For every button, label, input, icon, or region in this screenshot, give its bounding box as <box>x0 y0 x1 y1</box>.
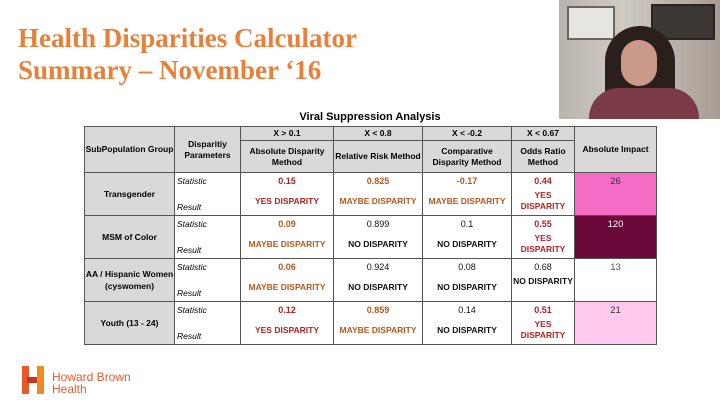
result-value: NO DISPARITY <box>437 282 497 292</box>
method-cell <box>334 302 423 345</box>
result-value: YES DISPARITY <box>520 190 566 211</box>
result-label: Result <box>177 331 202 341</box>
statistic-label: Statistic <box>177 219 207 229</box>
disparity-table <box>84 126 657 345</box>
statistic-label: Statistic <box>177 262 207 272</box>
header-threshold: X > 0.1 <box>241 127 334 141</box>
impact-cell <box>575 302 657 345</box>
logo-bar-right <box>37 366 44 394</box>
result-value: MAYBE DISPARITY <box>339 325 417 335</box>
result-label: Result <box>177 202 202 212</box>
table-row <box>85 173 657 216</box>
result-value: NO DISPARITY <box>348 239 408 249</box>
logo-text-line2: Health <box>52 382 87 396</box>
statistic-value: 0.924 <box>366 262 390 272</box>
header-subpopulation: SubPopulation Group <box>85 127 175 173</box>
parameter-cell <box>175 259 241 302</box>
result-value: NO DISPARITY <box>348 282 408 292</box>
logo-text-line1: Howard Brown <box>52 370 131 384</box>
result-value: YES DISPARITY <box>520 319 566 340</box>
result-value: NO DISPARITY <box>513 276 573 286</box>
method-cell <box>241 259 334 302</box>
group-cell: Transgender <box>85 173 175 216</box>
statistic-value: 0.55 <box>534 219 552 229</box>
method-cell <box>512 173 575 216</box>
header-method: Relative Risk Method <box>334 141 423 173</box>
header-threshold: X < 0.8 <box>334 127 423 141</box>
statistic-value: 0.68 <box>534 262 552 272</box>
impact-value: 13 <box>610 262 621 273</box>
header-threshold: X < -0.2 <box>423 127 512 141</box>
group-cell: AA / Hispanic Women (cyswomen) <box>85 259 175 302</box>
analysis-title: Viral Suppression Analysis <box>299 111 441 123</box>
group-cell: Youth (13 - 24) <box>85 302 175 345</box>
howard-brown-logo <box>22 366 182 396</box>
method-cell <box>334 259 423 302</box>
group-cell: MSM of Color <box>85 216 175 259</box>
slide-title-line2: Summary – November ‘16 <box>18 55 322 85</box>
method-cell <box>512 302 575 345</box>
parameter-cell <box>175 216 241 259</box>
statistic-value: 0.859 <box>366 305 390 315</box>
method-cell <box>423 302 512 345</box>
header-absolute-impact: Absolute Impact <box>575 127 657 173</box>
statistic-value: 0.51 <box>534 305 552 315</box>
statistic-label: Statistic <box>177 176 207 186</box>
impact-value: 26 <box>610 176 621 187</box>
statistic-value: 0.825 <box>366 176 390 186</box>
statistic-value: 0.12 <box>278 305 296 315</box>
method-cell <box>241 216 334 259</box>
result-value: YES DISPARITY <box>254 325 320 335</box>
hb-logo-icon <box>22 366 46 394</box>
logo-text <box>52 371 131 395</box>
result-value: MAYBE DISPARITY <box>248 282 326 292</box>
method-cell <box>423 216 512 259</box>
header-method: Comparative Disparity Method <box>423 141 512 173</box>
method-cell <box>512 259 575 302</box>
method-cell <box>512 216 575 259</box>
statistic-value: 0.15 <box>278 176 296 186</box>
header-parameters: Disparitiy Parameters <box>175 127 241 173</box>
header-threshold: X < 0.67 <box>512 127 575 141</box>
table-row <box>85 216 657 259</box>
table-row <box>85 259 657 302</box>
result-label: Result <box>177 288 202 298</box>
impact-value: 21 <box>610 305 621 316</box>
method-cell <box>423 259 512 302</box>
result-label: Result <box>177 245 202 255</box>
statistic-value: 0.1 <box>460 219 474 229</box>
method-cell <box>334 173 423 216</box>
result-value: MAYBE DISPARITY <box>339 196 417 206</box>
parameter-cell <box>175 302 241 345</box>
result-value: NO DISPARITY <box>437 239 497 249</box>
statistic-value: 0.06 <box>278 262 296 272</box>
statistic-value: 0.09 <box>278 219 296 229</box>
header-method: Absolute Disparity Method <box>241 141 334 173</box>
method-cell <box>241 173 334 216</box>
statistic-label: Statistic <box>177 305 207 315</box>
impact-cell <box>575 216 657 259</box>
impact-value: 120 <box>607 219 624 230</box>
slide-title-line1: Health Disparities Calculator <box>18 23 357 53</box>
presenter-face <box>621 40 657 86</box>
impact-cell <box>575 173 657 216</box>
statistic-value: 0.44 <box>534 176 552 186</box>
statistic-value: 0.14 <box>458 305 476 315</box>
method-cell <box>334 216 423 259</box>
method-cell <box>241 302 334 345</box>
result-value: YES DISPARITY <box>520 233 566 254</box>
result-value: YES DISPARITY <box>254 196 320 206</box>
table-row <box>85 302 657 345</box>
impact-cell <box>575 259 657 302</box>
result-value: MAYBE DISPARITY <box>428 196 506 206</box>
result-value: NO DISPARITY <box>437 325 497 335</box>
result-value: MAYBE DISPARITY <box>248 239 326 249</box>
parameter-cell <box>175 173 241 216</box>
header-method: Odds Ratio Method <box>512 141 575 173</box>
statistic-value: 0.08 <box>458 262 476 272</box>
presenter-video <box>559 0 720 119</box>
statistic-value: 0.899 <box>366 219 390 229</box>
statistic-value: -0.17 <box>456 176 478 186</box>
slide-title <box>18 22 357 86</box>
method-cell <box>423 173 512 216</box>
wall-picture <box>567 6 615 40</box>
